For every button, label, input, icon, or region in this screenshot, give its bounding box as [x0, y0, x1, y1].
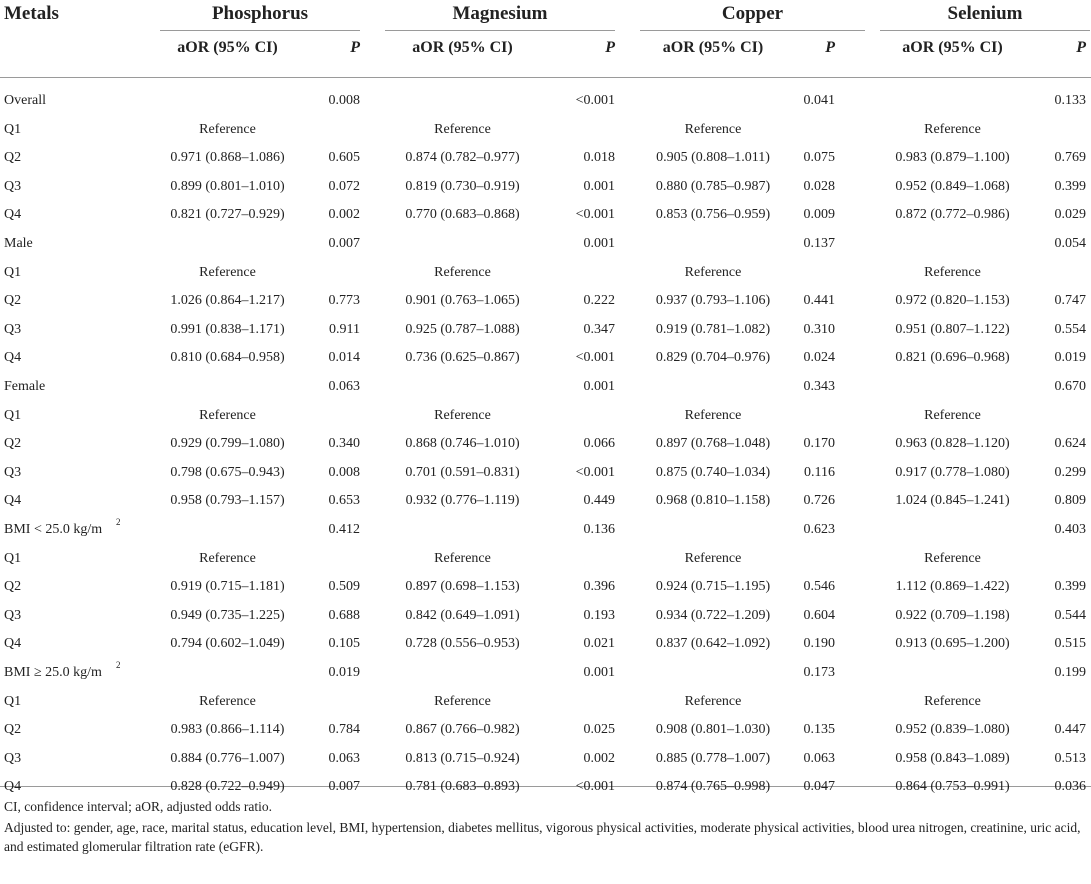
table-cell: 0.913 (0.695–1.200) — [895, 636, 1010, 651]
row-label: Q4 — [4, 636, 22, 651]
table-cell: 0.784 — [328, 722, 360, 737]
table-cell: 0.908 (0.801–1.030) — [655, 722, 771, 737]
reference-cell: Reference — [684, 551, 742, 566]
reference-cell: Reference — [684, 265, 742, 280]
footnote-adjusted: Adjusted to: gender, age, race, marital status, education level, BMI, hypertension, diabetes mellitus, vigorous physical activities, moderate physical activities, blood urea nitrogen, creatinine, uric acid, and estimated glomerular filtration rate (eGFR). — [4, 820, 1081, 854]
row-label: Q3 — [4, 465, 22, 480]
table-cell: 0.412 — [328, 522, 360, 537]
table-cell: 0.399 — [1054, 179, 1086, 194]
table-cell: 0.008 — [328, 465, 360, 480]
table-cell: 0.885 (0.778–1.007) — [655, 751, 771, 766]
table-cell: 0.019 — [328, 665, 360, 680]
table-cell: 0.897 (0.768–1.048) — [655, 436, 771, 451]
table-cell: 0.810 (0.684–0.958) — [170, 350, 285, 365]
table-cell: 0.605 — [328, 150, 360, 165]
table-cell: 0.021 — [583, 636, 615, 651]
table-cell: 0.899 (0.801–1.010) — [170, 179, 285, 194]
row-label: Q1 — [4, 122, 22, 137]
table-cell: <0.001 — [575, 350, 615, 365]
table-cell: 0.047 — [803, 779, 835, 794]
row-label-superscript: 2 — [116, 660, 121, 670]
group-rule-magnesium — [385, 30, 615, 31]
p-header: P — [1076, 39, 1086, 56]
table-cell: 0.925 (0.787–1.088) — [405, 322, 520, 337]
table-cell: 0.001 — [583, 179, 615, 194]
table-cell: 0.794 (0.602–1.049) — [170, 636, 285, 651]
row-label: Female — [4, 379, 46, 394]
table-cell: 0.670 — [1054, 379, 1086, 394]
p-header: P — [825, 39, 835, 56]
p-header: P — [350, 39, 360, 56]
table-cell: 0.872 (0.772–0.986) — [895, 207, 1010, 222]
group-rule-phosphorus — [160, 30, 360, 31]
row-label: Q3 — [4, 179, 22, 194]
table-cell: 0.190 — [803, 636, 835, 651]
row-label: BMI < 25.0 kg/m — [4, 522, 103, 537]
table-cell: 0.193 — [583, 608, 615, 623]
row-label: Q3 — [4, 751, 22, 766]
group-rule-copper — [640, 30, 865, 31]
table-cell: 0.924 (0.715–1.195) — [655, 579, 771, 594]
table-cell: 0.884 (0.776–1.007) — [170, 751, 285, 766]
table-cell: 0.399 — [1054, 579, 1086, 594]
table-cell: 1.026 (0.864–1.217) — [170, 293, 285, 308]
table-cell: 0.007 — [328, 779, 360, 794]
table-cell: 0.173 — [803, 665, 835, 680]
row-label: Q2 — [4, 436, 22, 451]
table-cell: 0.837 (0.642–1.092) — [655, 636, 771, 651]
reference-cell: Reference — [924, 551, 981, 566]
table-cell: 0.623 — [803, 522, 835, 537]
table-cell: 0.728 (0.556–0.953) — [405, 636, 520, 651]
table-cell: 0.874 (0.765–0.998) — [655, 779, 771, 794]
table-cell: 0.396 — [583, 579, 615, 594]
table-cell: 0.029 — [1054, 207, 1086, 222]
table-cell: 0.624 — [1054, 436, 1086, 451]
reference-cell: Reference — [434, 265, 491, 280]
table-cell: 0.867 (0.766–0.982) — [405, 722, 520, 737]
table-cell: 0.932 (0.776–1.119) — [405, 493, 520, 508]
table-cell: 0.001 — [583, 665, 615, 680]
row-label: Q1 — [4, 551, 22, 566]
table-cell: 0.968 (0.810–1.158) — [655, 493, 771, 508]
table-cell: 0.014 — [328, 350, 360, 365]
table-cell: 0.897 (0.698–1.153) — [405, 579, 520, 594]
table-cell: 0.919 (0.715–1.181) — [170, 579, 285, 594]
table-cell: 0.726 — [803, 493, 835, 508]
table-cell: 0.972 (0.820–1.153) — [895, 293, 1010, 308]
table-cell: 0.813 (0.715–0.924) — [405, 751, 520, 766]
table-cell: <0.001 — [575, 465, 615, 480]
table-cell: 0.135 — [803, 722, 835, 737]
footnote-abbreviations: CI, confidence interval; aOR, adjusted odds ratio. — [4, 799, 273, 814]
row-label: Q3 — [4, 608, 22, 623]
table-cell: 0.041 — [803, 93, 835, 108]
table-cell: 0.951 (0.807–1.122) — [895, 322, 1010, 337]
table-cell: 0.075 — [803, 150, 835, 165]
table-cell: 0.515 — [1054, 636, 1086, 651]
metals-header: Metals — [4, 3, 59, 24]
row-label: Q2 — [4, 293, 22, 308]
table-cell: 0.137 — [803, 236, 835, 251]
table-cell: 0.958 (0.793–1.157) — [170, 493, 285, 508]
table-cell: 0.116 — [804, 465, 835, 480]
table-cell: 0.343 — [803, 379, 835, 394]
reference-cell: Reference — [199, 408, 256, 423]
table-cell: <0.001 — [575, 779, 615, 794]
table-cell: 0.781 (0.683–0.893) — [405, 779, 520, 794]
table-cell: 0.002 — [328, 207, 360, 222]
reference-cell: Reference — [924, 694, 981, 709]
row-label: Q3 — [4, 322, 22, 337]
table-cell: 0.024 — [803, 350, 835, 365]
reference-cell: Reference — [199, 265, 256, 280]
table-cell: 0.917 (0.778–1.080) — [895, 465, 1010, 480]
table-cell: 0.769 — [1054, 150, 1086, 165]
p-header: P — [605, 39, 615, 56]
reference-cell: Reference — [434, 122, 491, 137]
reference-cell: Reference — [924, 408, 981, 423]
table-cell: 0.798 (0.675–0.943) — [170, 465, 285, 480]
table-cell: 0.809 — [1054, 493, 1086, 508]
table-cell: <0.001 — [575, 93, 615, 108]
table-cell: 0.821 (0.727–0.929) — [170, 207, 285, 222]
row-label: Q2 — [4, 579, 22, 594]
table-cell: 0.025 — [583, 722, 615, 737]
row-label: Q2 — [4, 150, 22, 165]
table-cell: 0.736 (0.625–0.867) — [405, 350, 520, 365]
aor-header: aOR (95% CI) — [902, 39, 1003, 56]
table-cell: 0.958 (0.843–1.089) — [895, 751, 1010, 766]
table-cell: 0.170 — [803, 436, 835, 451]
reference-cell: Reference — [924, 122, 981, 137]
table-cell: 0.773 — [328, 293, 360, 308]
table-cell: 0.403 — [1054, 522, 1086, 537]
table-cell: 0.554 — [1054, 322, 1086, 337]
table-cell: 0.066 — [583, 436, 615, 451]
table-cell: 0.441 — [803, 293, 835, 308]
reference-cell: Reference — [684, 122, 742, 137]
reference-cell: Reference — [924, 265, 981, 280]
row-label: Overall — [4, 93, 46, 108]
table-cell: 0.222 — [583, 293, 615, 308]
table-cell: 0.063 — [328, 751, 360, 766]
table-cell: 1.112 (0.869–1.422) — [895, 579, 1010, 594]
row-label: Male — [4, 236, 33, 251]
table-cell: 0.063 — [328, 379, 360, 394]
row-label: Q1 — [4, 408, 22, 423]
table-cell: 0.770 (0.683–0.868) — [405, 207, 520, 222]
table-cell: 0.952 (0.839–1.080) — [895, 722, 1010, 737]
row-label-superscript: 2 — [116, 517, 121, 527]
reference-cell: Reference — [199, 694, 256, 709]
table-cell: 0.963 (0.828–1.120) — [895, 436, 1010, 451]
reference-cell: Reference — [684, 694, 742, 709]
table-cell: 0.008 — [328, 93, 360, 108]
table-cell: 0.701 (0.591–0.831) — [405, 465, 520, 480]
reference-cell: Reference — [199, 551, 256, 566]
table-cell: 0.136 — [583, 522, 615, 537]
table-cell: 0.971 (0.868–1.086) — [170, 150, 285, 165]
table-cell: 0.937 (0.793–1.106) — [655, 293, 771, 308]
table-cell: 0.007 — [328, 236, 360, 251]
table-cell: 0.028 — [803, 179, 835, 194]
reference-cell: Reference — [434, 551, 491, 566]
row-label: Q4 — [4, 207, 22, 222]
table-cell: 0.821 (0.696–0.968) — [895, 350, 1010, 365]
table-cell: 0.018 — [583, 150, 615, 165]
table-cell: 0.952 (0.849–1.068) — [895, 179, 1010, 194]
table-cell: 0.054 — [1054, 236, 1086, 251]
header-bottom-rule — [0, 77, 1091, 78]
row-label: BMI ≥ 25.0 kg/m — [4, 665, 102, 680]
table-cell: 0.509 — [328, 579, 360, 594]
table-cell: 0.299 — [1054, 465, 1086, 480]
table-cell: 0.447 — [1054, 722, 1086, 737]
table-cell: 0.983 (0.866–1.114) — [170, 722, 285, 737]
group-header-selenium: Selenium — [947, 3, 1023, 24]
table-cell: 0.133 — [1054, 93, 1086, 108]
aor-header: aOR (95% CI) — [177, 39, 278, 56]
reference-cell: Reference — [434, 408, 491, 423]
table-cell: 0.880 (0.785–0.987) — [655, 179, 771, 194]
table-cell: 0.934 (0.722–1.209) — [655, 608, 771, 623]
row-label: Q1 — [4, 694, 22, 709]
row-label: Q4 — [4, 350, 22, 365]
table-cell: 0.546 — [803, 579, 835, 594]
table-cell: 1.024 (0.845–1.241) — [895, 493, 1010, 508]
group-header-copper: Copper — [721, 3, 784, 24]
table-cell: 0.105 — [328, 636, 360, 651]
group-rule-selenium — [880, 30, 1090, 31]
row-label: Q2 — [4, 722, 22, 737]
table-cell: 0.036 — [1054, 779, 1086, 794]
table-cell: 0.919 (0.781–1.082) — [655, 322, 771, 337]
group-header-magnesium: Magnesium — [452, 3, 548, 24]
table-cell: 0.009 — [803, 207, 835, 222]
table-cell: 0.949 (0.735–1.225) — [170, 608, 285, 623]
reference-cell: Reference — [684, 408, 742, 423]
table-cell: <0.001 — [575, 207, 615, 222]
table-cell: 0.929 (0.799–1.080) — [170, 436, 285, 451]
table-cell: 0.310 — [803, 322, 835, 337]
table-cell: 0.991 (0.838–1.171) — [170, 322, 285, 337]
table-cell: 0.653 — [328, 493, 360, 508]
table-cell: 0.747 — [1054, 293, 1086, 308]
table-cell: 0.449 — [583, 493, 615, 508]
table-cell: 0.063 — [803, 751, 835, 766]
aor-header: aOR (95% CI) — [412, 39, 513, 56]
table-cell: 0.002 — [583, 751, 615, 766]
reference-cell: Reference — [199, 122, 256, 137]
table-cell: 0.340 — [328, 436, 360, 451]
table-cell: 0.072 — [328, 179, 360, 194]
reference-cell: Reference — [434, 694, 491, 709]
table-cell: 0.875 (0.740–1.034) — [655, 465, 771, 480]
row-label: Q4 — [4, 779, 22, 794]
table-cell: 0.905 (0.808–1.011) — [656, 150, 770, 165]
table-cell: 0.842 (0.649–1.091) — [405, 608, 520, 623]
table-cell: 0.983 (0.879–1.100) — [895, 150, 1010, 165]
table-cell: 0.001 — [583, 379, 615, 394]
table-cell: 0.828 (0.722–0.949) — [170, 779, 285, 794]
table-cell: 0.019 — [1054, 350, 1086, 365]
table-cell: 0.864 (0.753–0.991) — [895, 779, 1010, 794]
table-cell: 0.922 (0.709–1.198) — [895, 608, 1010, 623]
group-header-phosphorus: Phosphorus — [211, 3, 309, 24]
table-cell: 0.544 — [1054, 608, 1086, 623]
table-cell: 0.853 (0.756–0.959) — [655, 207, 771, 222]
row-label: Q1 — [4, 265, 22, 280]
table-cell: 0.199 — [1054, 665, 1086, 680]
table-cell: 0.911 — [329, 322, 360, 337]
table-cell: 0.874 (0.782–0.977) — [405, 150, 520, 165]
table-cell: 0.604 — [803, 608, 835, 623]
table-cell: 0.829 (0.704–0.976) — [655, 350, 771, 365]
table-cell: 0.901 (0.763–1.065) — [405, 293, 520, 308]
table-cell: 0.513 — [1054, 751, 1086, 766]
table-cell: 0.347 — [583, 322, 615, 337]
aor-header: aOR (95% CI) — [662, 39, 764, 56]
table-cell: 0.819 (0.730–0.919) — [405, 179, 520, 194]
table-cell: 0.001 — [583, 236, 615, 251]
table-cell: 0.868 (0.746–1.010) — [405, 436, 520, 451]
table-cell: 0.688 — [328, 608, 360, 623]
row-label: Q4 — [4, 493, 22, 508]
